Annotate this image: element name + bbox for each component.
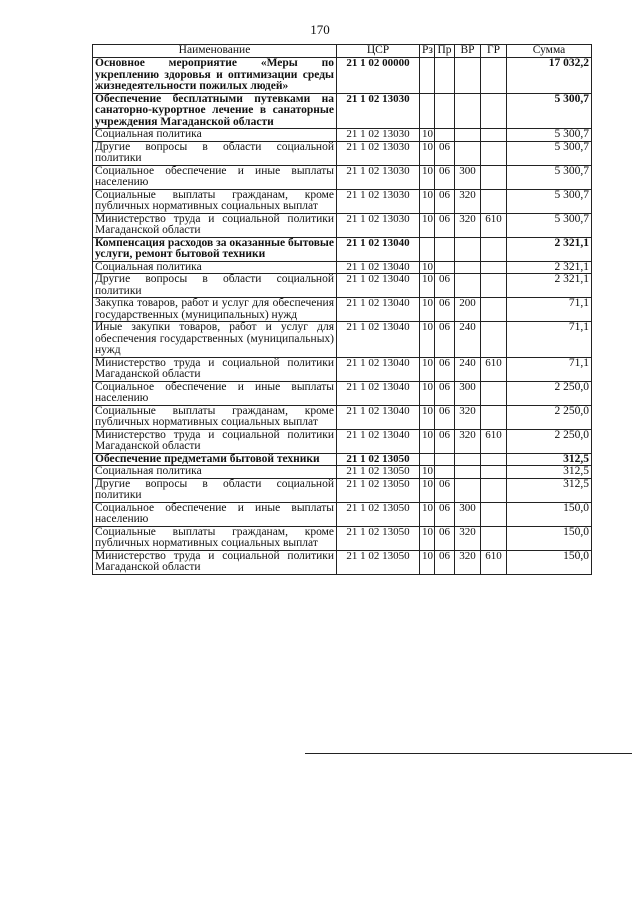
row-csr: 21 1 02 13040 — [337, 298, 420, 322]
row-pr: 06 — [435, 298, 455, 322]
row-gr — [481, 141, 507, 165]
row-sum: 17 032,2 — [507, 58, 592, 94]
row-name: Социальное обеспечение и иные выплаты населению — [93, 502, 337, 526]
row-sum: 5 300,7 — [507, 129, 592, 142]
row-csr: 21 1 02 13030 — [337, 129, 420, 142]
table-header-row — [93, 45, 592, 58]
row-gr: 610 — [481, 429, 507, 453]
table-body — [93, 58, 592, 575]
page-number: 170 — [310, 22, 330, 37]
row-rz: 10 — [420, 274, 435, 298]
row-gr — [481, 478, 507, 502]
row-name: Другие вопросы в области социальной политики — [93, 274, 337, 298]
row-sum: 5 300,7 — [507, 189, 592, 213]
row-rz: 10 — [420, 213, 435, 237]
row-gr — [481, 453, 507, 466]
row-vr — [455, 141, 481, 165]
row-rz: 10 — [420, 141, 435, 165]
row-csr: 21 1 02 13040 — [337, 381, 420, 405]
row-rz: 10 — [420, 298, 435, 322]
row-sum: 71,1 — [507, 298, 592, 322]
row-name: Социальные выплаты гражданам, кроме публичных нормативных социальных выплат — [93, 526, 337, 550]
row-name: Министерство труда и социальной политики Магаданской области — [93, 429, 337, 453]
row-csr: 21 1 02 13040 — [337, 274, 420, 298]
row-gr — [481, 466, 507, 479]
table-row — [93, 93, 592, 129]
row-csr: 21 1 02 13030 — [337, 93, 420, 129]
budget-table — [92, 44, 592, 575]
row-vr — [455, 261, 481, 274]
row-rz: 10 — [420, 429, 435, 453]
row-vr — [455, 129, 481, 142]
row-rz — [420, 237, 435, 261]
row-csr: 21 1 02 13040 — [337, 357, 420, 381]
row-pr: 06 — [435, 189, 455, 213]
row-sum: 71,1 — [507, 357, 592, 381]
table-row — [93, 189, 592, 213]
row-csr: 21 1 02 13040 — [337, 322, 420, 358]
row-rz — [420, 58, 435, 94]
row-csr: 21 1 02 13050 — [337, 550, 420, 574]
row-name: Другие вопросы в области социальной политики — [93, 478, 337, 502]
row-vr — [455, 478, 481, 502]
row-name: Компенсация расходов за оказанные бытовые услуги, ремонт бытовой техники — [93, 237, 337, 261]
row-name: Иные закупки товаров, работ и услуг для обеспечения государственных (муниципальных) нужд — [93, 322, 337, 358]
row-csr: 21 1 02 13050 — [337, 466, 420, 479]
table-row — [93, 298, 592, 322]
table-row — [93, 237, 592, 261]
row-sum: 150,0 — [507, 526, 592, 550]
row-name: Закупка товаров, работ и услуг для обеспечения государственных (муниципальных) нужд — [93, 298, 337, 322]
row-pr: 06 — [435, 381, 455, 405]
row-sum: 5 300,7 — [507, 93, 592, 129]
row-csr: 21 1 02 13030 — [337, 165, 420, 189]
row-vr: 200 — [455, 298, 481, 322]
row-gr — [481, 58, 507, 94]
row-pr: 06 — [435, 405, 455, 429]
row-gr: 610 — [481, 357, 507, 381]
row-vr: 240 — [455, 322, 481, 358]
row-pr — [435, 237, 455, 261]
table-row — [93, 165, 592, 189]
row-sum: 71,1 — [507, 322, 592, 358]
row-csr: 21 1 02 13040 — [337, 429, 420, 453]
row-gr — [481, 165, 507, 189]
row-rz: 10 — [420, 478, 435, 502]
row-sum: 150,0 — [507, 550, 592, 574]
row-pr — [435, 261, 455, 274]
row-sum: 312,5 — [507, 478, 592, 502]
row-pr: 06 — [435, 550, 455, 574]
table-row — [93, 322, 592, 358]
row-pr: 06 — [435, 478, 455, 502]
row-pr — [435, 129, 455, 142]
row-gr — [481, 502, 507, 526]
row-vr: 300 — [455, 502, 481, 526]
row-name: Основное мероприятие «Меры по укреплению здоровья и оптимизации среды жизнедеятельности пожилых людей» — [93, 58, 337, 94]
table-row — [93, 381, 592, 405]
row-gr — [481, 274, 507, 298]
row-rz — [420, 453, 435, 466]
row-name: Социальное обеспечение и иные выплаты населению — [93, 165, 337, 189]
row-gr — [481, 526, 507, 550]
row-sum: 312,5 — [507, 453, 592, 466]
row-name: Министерство труда и социальной политики Магаданской области — [93, 357, 337, 381]
row-rz: 10 — [420, 129, 435, 142]
row-sum: 2 321,1 — [507, 261, 592, 274]
row-name: Социальное обеспечение и иные выплаты населению — [93, 381, 337, 405]
row-csr: 21 1 02 13030 — [337, 213, 420, 237]
row-vr: 320 — [455, 213, 481, 237]
row-name: Социальная политика — [93, 261, 337, 274]
table-row — [93, 526, 592, 550]
row-rz: 10 — [420, 381, 435, 405]
row-rz: 10 — [420, 261, 435, 274]
row-sum: 2 321,1 — [507, 274, 592, 298]
row-gr — [481, 129, 507, 142]
row-csr: 21 1 02 13040 — [337, 405, 420, 429]
row-sum: 312,5 — [507, 466, 592, 479]
row-rz: 10 — [420, 322, 435, 358]
row-vr: 240 — [455, 357, 481, 381]
row-rz: 10 — [420, 526, 435, 550]
row-gr: 610 — [481, 550, 507, 574]
row-csr: 21 1 02 00000 — [337, 58, 420, 94]
table-row — [93, 357, 592, 381]
row-csr: 21 1 02 13050 — [337, 453, 420, 466]
row-rz: 10 — [420, 165, 435, 189]
header-gr: ГР — [481, 45, 507, 58]
row-vr: 320 — [455, 429, 481, 453]
row-name: Социальная политика — [93, 466, 337, 479]
row-name: Социальные выплаты гражданам, кроме публичных нормативных социальных выплат — [93, 189, 337, 213]
row-rz: 10 — [420, 466, 435, 479]
row-sum: 150,0 — [507, 502, 592, 526]
row-sum: 2 250,0 — [507, 429, 592, 453]
row-sum: 5 300,7 — [507, 165, 592, 189]
table-row — [93, 466, 592, 479]
row-pr: 06 — [435, 357, 455, 381]
row-csr: 21 1 02 13040 — [337, 237, 420, 261]
row-pr — [435, 93, 455, 129]
row-pr — [435, 466, 455, 479]
row-csr: 21 1 02 13050 — [337, 502, 420, 526]
table-row — [93, 261, 592, 274]
row-gr — [481, 237, 507, 261]
row-gr — [481, 298, 507, 322]
row-gr — [481, 381, 507, 405]
row-rz: 10 — [420, 189, 435, 213]
table-row — [93, 478, 592, 502]
row-gr — [481, 261, 507, 274]
row-pr: 06 — [435, 322, 455, 358]
header-name: Наименование — [93, 45, 337, 58]
table-row — [93, 58, 592, 94]
row-rz: 10 — [420, 357, 435, 381]
row-sum: 5 300,7 — [507, 213, 592, 237]
header-rz: Рз — [420, 45, 435, 58]
row-vr — [455, 58, 481, 94]
table-row — [93, 453, 592, 466]
row-name: Социальная политика — [93, 129, 337, 142]
header-sum: Сумма — [507, 45, 592, 58]
row-rz: 10 — [420, 550, 435, 574]
header-csr: ЦСР — [337, 45, 420, 58]
row-gr: 610 — [481, 213, 507, 237]
row-pr: 06 — [435, 429, 455, 453]
row-csr: 21 1 02 13050 — [337, 478, 420, 502]
table-row — [93, 405, 592, 429]
row-vr: 320 — [455, 526, 481, 550]
row-csr: 21 1 02 13030 — [337, 189, 420, 213]
table-row — [93, 213, 592, 237]
row-csr: 21 1 02 13050 — [337, 526, 420, 550]
row-pr: 06 — [435, 526, 455, 550]
row-pr: 06 — [435, 502, 455, 526]
row-csr: 21 1 02 13030 — [337, 141, 420, 165]
footer-rule — [305, 753, 632, 754]
row-vr: 300 — [455, 165, 481, 189]
table-row — [93, 429, 592, 453]
row-sum: 2 250,0 — [507, 381, 592, 405]
row-pr — [435, 58, 455, 94]
row-rz: 10 — [420, 405, 435, 429]
row-sum: 2 250,0 — [507, 405, 592, 429]
header-pr: Пр — [435, 45, 455, 58]
row-gr — [481, 322, 507, 358]
row-pr: 06 — [435, 165, 455, 189]
row-name: Министерство труда и социальной политики Магаданской области — [93, 213, 337, 237]
row-rz: 10 — [420, 502, 435, 526]
row-vr — [455, 274, 481, 298]
table-row — [93, 550, 592, 574]
row-gr — [481, 189, 507, 213]
row-pr: 06 — [435, 141, 455, 165]
row-rz — [420, 93, 435, 129]
table-row — [93, 274, 592, 298]
row-gr — [481, 405, 507, 429]
row-csr: 21 1 02 13040 — [337, 261, 420, 274]
table-row — [93, 129, 592, 142]
row-sum: 2 321,1 — [507, 237, 592, 261]
row-pr — [435, 453, 455, 466]
row-sum: 5 300,7 — [507, 141, 592, 165]
row-name: Министерство труда и социальной политики Магаданской области — [93, 550, 337, 574]
row-vr: 320 — [455, 550, 481, 574]
row-vr — [455, 237, 481, 261]
row-name: Социальные выплаты гражданам, кроме публичных нормативных социальных выплат — [93, 405, 337, 429]
row-vr — [455, 93, 481, 129]
row-gr — [481, 93, 507, 129]
row-vr: 300 — [455, 381, 481, 405]
row-vr — [455, 466, 481, 479]
row-name: Обеспечение бесплатными путевками на санаторно-курортное лечение в санаторные учреждения Магаданской области — [93, 93, 337, 129]
row-name: Обеспечение предметами бытовой техники — [93, 453, 337, 466]
row-pr: 06 — [435, 213, 455, 237]
table-row — [93, 141, 592, 165]
row-vr: 320 — [455, 405, 481, 429]
table-row — [93, 502, 592, 526]
row-pr: 06 — [435, 274, 455, 298]
row-vr — [455, 453, 481, 466]
row-vr: 320 — [455, 189, 481, 213]
header-vr: ВР — [455, 45, 481, 58]
row-name: Другие вопросы в области социальной политики — [93, 141, 337, 165]
